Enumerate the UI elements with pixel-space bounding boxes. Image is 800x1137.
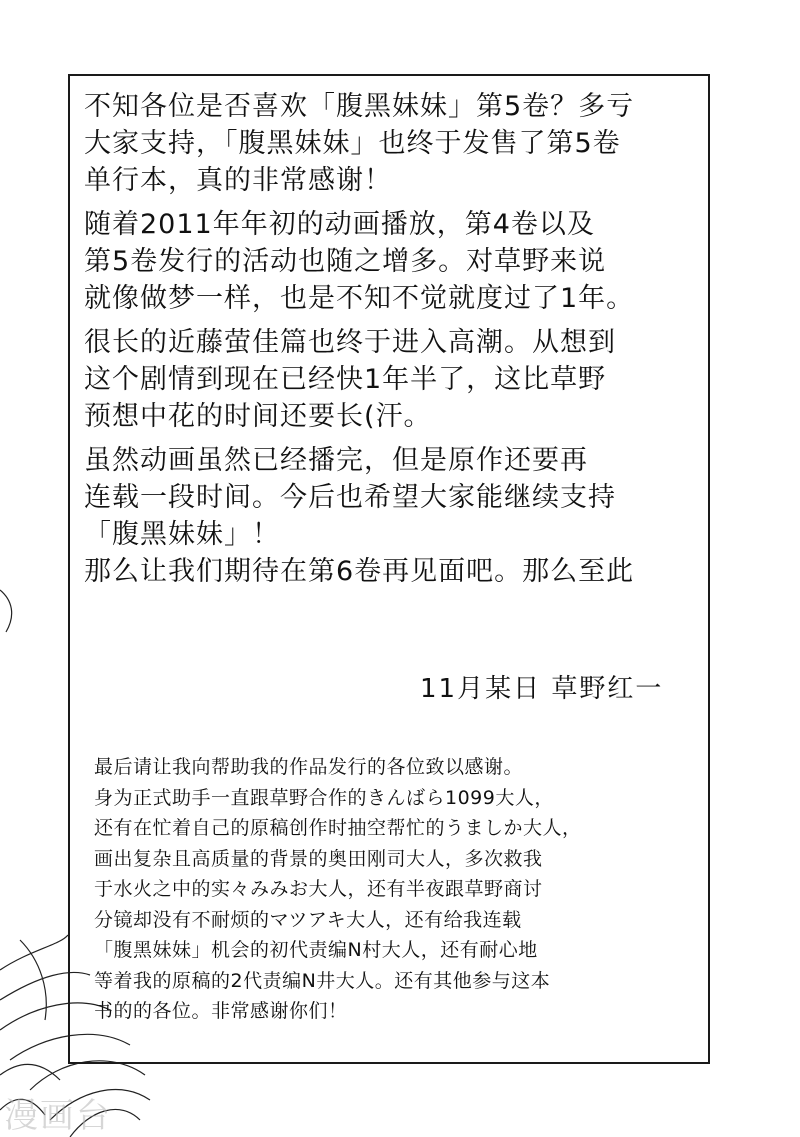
text-line: 大家支持，「腹黑妹妹」也终于发售了第5卷 bbox=[84, 128, 621, 159]
text-line: 那么让我们期待在第6卷再见面吧。那么至此 bbox=[84, 556, 635, 587]
text-line: 最后请让我向帮助我的作品发行的各位致以感谢。 bbox=[94, 756, 524, 778]
text-line: 连载一段时间。今后也希望大家能继续支持 bbox=[84, 482, 616, 513]
text-line: 单行本，真的非常感谢！ bbox=[84, 165, 392, 196]
author-signature: 11月某日 草野红一 bbox=[420, 674, 664, 704]
paragraph-1 bbox=[84, 88, 704, 199]
site-watermark: 漫画台 bbox=[4, 1096, 112, 1136]
text-line: 「腹黑妹妹」！ bbox=[84, 519, 280, 550]
text-line: 还有在忙着自己的原稿创作时抽空帮忙的うましか大人， bbox=[94, 817, 582, 839]
text-line: 随着2011年年初的动画播放，第4卷以及 bbox=[84, 209, 595, 240]
text-line: 于水火之中的实々みみお大人，还有半夜跟草野商讨 bbox=[94, 878, 543, 900]
paragraph-3 bbox=[84, 324, 704, 435]
text-line: 等着我的原稿的2代责编N井大人。还有其他参与这本 bbox=[94, 969, 551, 992]
afterword-main-text bbox=[84, 88, 704, 590]
acknowledgements-text bbox=[94, 752, 706, 1027]
text-line: 第5卷发行的活动也随之增多。对草野来说 bbox=[84, 246, 607, 277]
text-line: 「腹黑妹妹」机会的初代责编N村大人，还有耐心地 bbox=[94, 939, 538, 961]
text-line: 画出复杂且高质量的背景的奥田刚司大人，多次救我 bbox=[94, 847, 543, 870]
text-line: 分镜却没有不耐烦的マツアキ大人，还有给我连载 bbox=[94, 908, 522, 931]
text-line: 预想中花的时间还要长(汗。 bbox=[84, 401, 432, 432]
text-line: 虽然动画虽然已经播完，但是原作还要再 bbox=[84, 445, 588, 476]
text-line: 不知各位是否喜欢「腹黑妹妹」第5卷？多亏 bbox=[84, 91, 635, 122]
text-line: 书的的各位。非常感谢你们！ bbox=[94, 1000, 348, 1022]
text-line: 这个剧情到现在已经快1年半了，这比草野 bbox=[84, 364, 607, 395]
text-line: 很长的近藤萤佳篇也终于进入高潮。从想到 bbox=[84, 327, 616, 358]
text-line: 身为正式助手一直跟草野合作的きんばら1099大人， bbox=[94, 786, 554, 809]
paragraph-2 bbox=[84, 206, 704, 317]
text-line: 就像做梦一样，也是不知不觉就度过了1年。 bbox=[84, 283, 635, 314]
paragraph-4 bbox=[84, 442, 704, 590]
